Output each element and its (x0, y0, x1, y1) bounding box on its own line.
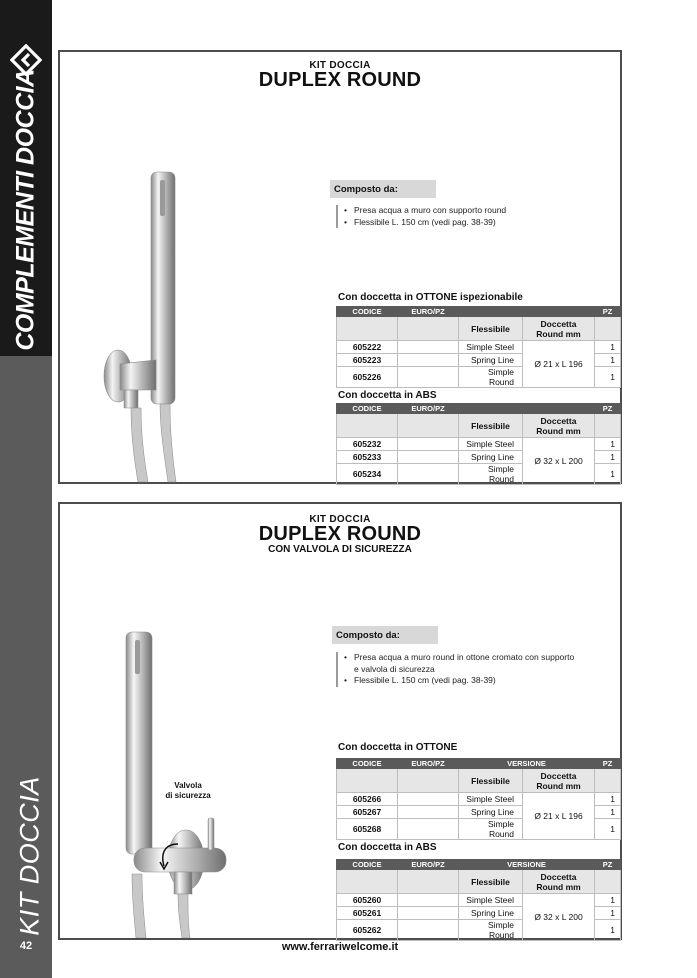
spec-table-ottone (336, 758, 621, 840)
flessibile-value: Spring Line (459, 451, 523, 464)
doccetta-value: Ø 21 x L 196 (523, 793, 595, 840)
product-code: 605233 (337, 451, 398, 464)
flessibile-value: Simple Round (459, 920, 523, 941)
product-subtitle: CON VALVOLA DI SICUREZZA (268, 544, 412, 555)
composition-list (336, 652, 576, 687)
table-title-ottone: Con doccetta in OTTONE ispezionabile (338, 292, 523, 303)
col-versione (459, 307, 595, 317)
kit-label: KIT DOCCIA (309, 60, 371, 71)
product-code: 605232 (337, 438, 398, 451)
product-title: DUPLEX ROUND (258, 69, 422, 91)
sidebar-section-title: KIT DOCCIA (14, 776, 45, 936)
product-image-handshower-valvola (110, 612, 234, 938)
table-row (337, 341, 621, 354)
product-code: 605268 (337, 819, 398, 840)
col-pz: PZ (595, 404, 621, 414)
col-euro: EURO/PZ (398, 307, 459, 317)
flessibile-value: Simple Steel (459, 438, 523, 451)
col-codice: CODICE (337, 307, 398, 317)
pz-value: 1 (595, 894, 621, 907)
composition-item: • Presa acqua a muro con supporto round (344, 205, 576, 217)
product-code: 605226 (337, 367, 398, 388)
table-title-abs: Con doccetta in ABS (338, 390, 437, 401)
table-row (337, 438, 621, 451)
table-title-ottone: Con doccetta in OTTONE (338, 742, 458, 753)
table-header-row (337, 404, 621, 414)
product-code: 605222 (337, 341, 398, 354)
table-header-row (337, 860, 621, 870)
composition-item: • Flessibile L. 150 cm (vedi pag. 38-39) (344, 217, 576, 229)
product-code: 605262 (337, 920, 398, 941)
flessibile-value: Spring Line (459, 806, 523, 819)
product-panel-duplex-round-valvola (58, 502, 622, 940)
table-subheader-row (337, 769, 621, 793)
composto-label: Composto da: (332, 626, 438, 644)
col-versione (459, 404, 595, 414)
flessibile-value: Simple Steel (459, 341, 523, 354)
table-header-row (337, 307, 621, 317)
pz-value: 1 (595, 464, 621, 485)
product-code: 605261 (337, 907, 398, 920)
col-codice: CODICE (337, 759, 398, 769)
product-panel-duplex-round (58, 50, 622, 484)
col-pz: PZ (595, 307, 621, 317)
flessibile-value: Simple Round (459, 819, 523, 840)
spec-table-ottone (336, 306, 621, 388)
pz-value: 1 (595, 907, 621, 920)
kit-label: KIT DOCCIA (309, 514, 371, 525)
sidebar-category-title: COMPLEMENTI DOCCIA (11, 69, 40, 351)
pz-value: 1 (595, 806, 621, 819)
table-subheader-row (337, 870, 621, 894)
composition-list (336, 205, 576, 228)
product-code: 605260 (337, 894, 398, 907)
pz-value: 1 (595, 819, 621, 840)
col-pz: PZ (595, 860, 621, 870)
pz-value: 1 (595, 793, 621, 806)
col-versione: VERSIONE (459, 860, 595, 870)
pz-value: 1 (595, 354, 621, 367)
product-code: 605267 (337, 806, 398, 819)
subcol-flessibile: Flessibile (459, 769, 523, 793)
product-title: DUPLEX ROUND (258, 523, 422, 545)
table-row (337, 793, 621, 806)
product-code: 605234 (337, 464, 398, 485)
spec-table-abs (336, 403, 621, 485)
pz-value: 1 (595, 367, 621, 388)
col-versione: VERSIONE (459, 759, 595, 769)
table-row (337, 894, 621, 907)
subcol-doccetta: Doccetta Round mm (523, 317, 595, 341)
col-pz: PZ (595, 759, 621, 769)
table-header-row (337, 759, 621, 769)
product-code: 605266 (337, 793, 398, 806)
page-number: 42 (19, 940, 33, 952)
table-subheader-row (337, 317, 621, 341)
subcol-flessibile: Flessibile (459, 870, 523, 894)
col-euro: EURO/PZ (398, 860, 459, 870)
col-euro: EURO/PZ (398, 759, 459, 769)
subcol-doccetta: Doccetta Round mm (523, 870, 595, 894)
subcol-flessibile: Flessibile (459, 414, 523, 438)
spec-table-abs (336, 859, 621, 941)
flessibile-value: Spring Line (459, 354, 523, 367)
product-code: 605223 (337, 354, 398, 367)
col-codice: CODICE (337, 860, 398, 870)
pz-value: 1 (595, 451, 621, 464)
valvola-label-line-2: di sicurezza (165, 791, 211, 800)
pz-value: 1 (595, 920, 621, 941)
subcol-flessibile: Flessibile (459, 317, 523, 341)
pz-value: 1 (595, 341, 621, 354)
subcol-doccetta: Doccetta Round mm (523, 769, 595, 793)
subcol-doccetta: Doccetta Round mm (523, 414, 595, 438)
composition-item: • Flessibile L. 150 cm (vedi pag. 38-39) (344, 675, 576, 687)
doccetta-value: Ø 32 x L 200 (523, 438, 595, 485)
valvola-callout (148, 781, 228, 801)
flessibile-value: Simple Round (459, 367, 523, 388)
composition-item: • Presa acqua a muro round in ottone cromato con supporto e valvola di sicurezza (344, 652, 576, 675)
flessibile-value: Simple Steel (459, 894, 523, 907)
flessibile-value: Simple Round (459, 464, 523, 485)
valvola-label-line-1: Valvola (174, 781, 202, 790)
composto-label: Composto da: (330, 180, 436, 198)
doccetta-value: Ø 32 x L 200 (523, 894, 595, 941)
col-euro: EURO/PZ (398, 404, 459, 414)
table-subheader-row (337, 414, 621, 438)
footer-website-link[interactable]: www.ferrariwelcome.it (281, 941, 399, 953)
pz-value: 1 (595, 438, 621, 451)
col-codice: CODICE (337, 404, 398, 414)
flessibile-value: Spring Line (459, 907, 523, 920)
doccetta-value: Ø 21 x L 196 (523, 341, 595, 388)
product-image-handshower (94, 164, 194, 484)
table-title-abs: Con doccetta in ABS (338, 842, 437, 853)
flessibile-value: Simple Steel (459, 793, 523, 806)
